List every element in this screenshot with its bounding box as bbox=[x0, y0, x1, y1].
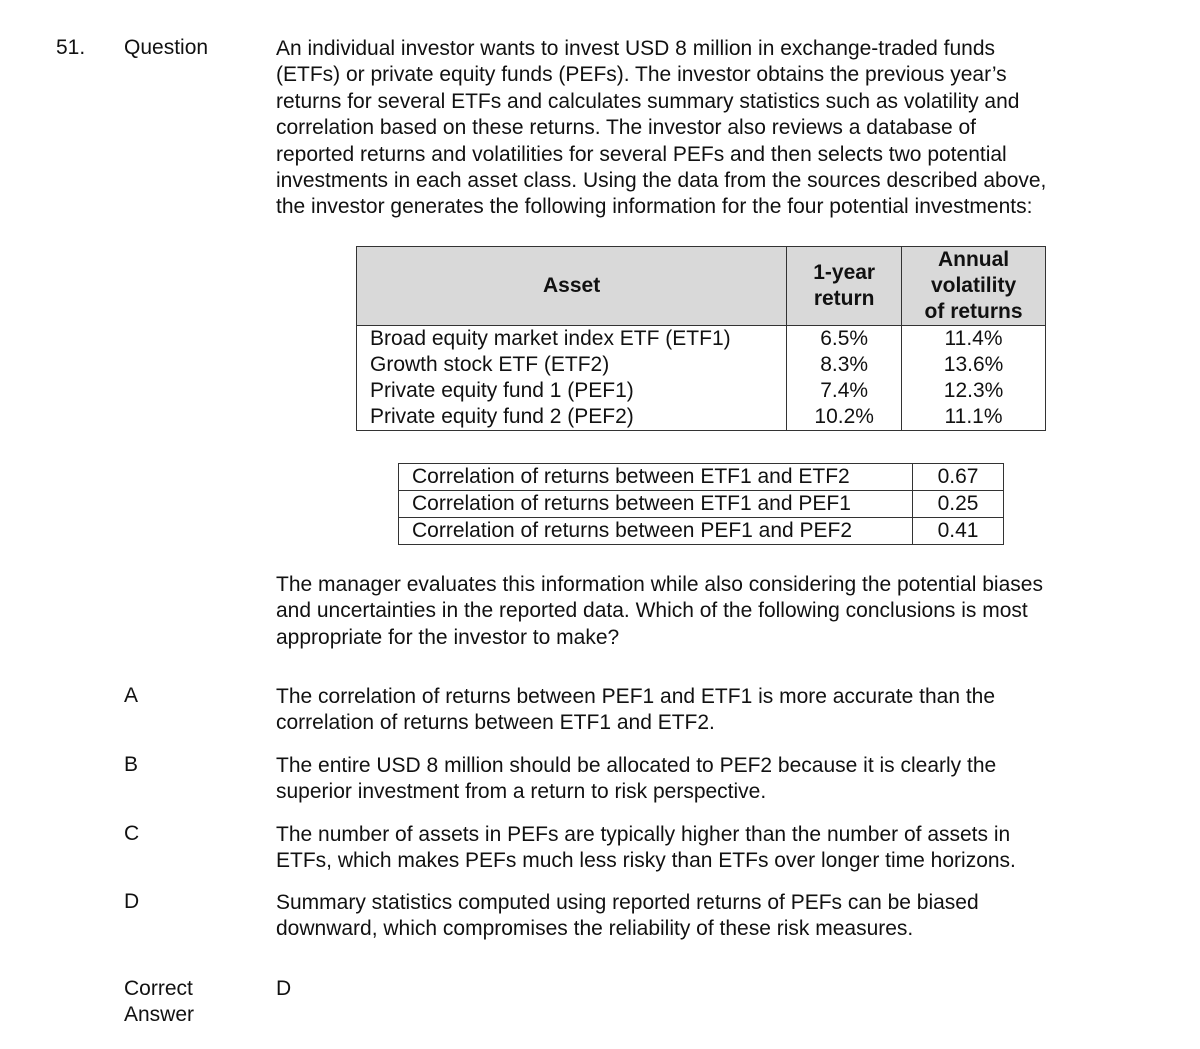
correct-answer-value: D bbox=[276, 977, 292, 1000]
asset-name: Private equity fund 2 (PEF2) bbox=[357, 404, 787, 431]
question-number: 51. bbox=[56, 36, 86, 59]
question-label: Question bbox=[124, 36, 209, 59]
header-volatility: Annual volatility of returns bbox=[902, 247, 1046, 326]
asset-name: Private equity fund 1 (PEF1) bbox=[357, 378, 787, 404]
header-return: 1-year return bbox=[787, 247, 902, 326]
asset-return: 10.2% bbox=[787, 404, 902, 431]
table-row bbox=[399, 464, 1004, 491]
asset-volatility: 11.1% bbox=[902, 404, 1046, 431]
correlation-label: Correlation of returns between ETF1 and PEF1 bbox=[399, 491, 913, 518]
correlation-value: 0.67 bbox=[913, 464, 1004, 491]
header-asset: Asset bbox=[357, 247, 787, 326]
option-b-text: The entire USD 8 million should be allocated to PEF2 because it is clearly the superior investment from a return to risk perspective. bbox=[276, 754, 997, 804]
option-c-text: The number of assets in PEFs are typically higher than the number of assets in ETFs, which makes PEFs much less risky than ETFs over longer time horizons. bbox=[276, 823, 1016, 873]
option-c-letter: C bbox=[124, 822, 140, 845]
table-row bbox=[399, 518, 1004, 545]
option-d-text: Summary statistics computed using reported returns of PEFs can be biased downward, which compromises the reliability of these risk measures. bbox=[276, 891, 979, 941]
correlation-value: 0.41 bbox=[913, 518, 1004, 545]
table-row bbox=[399, 491, 1004, 518]
asset-volatility: 12.3% bbox=[902, 378, 1046, 404]
correct-answer-label: Correct Answer bbox=[124, 977, 195, 1027]
table-row bbox=[357, 352, 1046, 378]
asset-return: 8.3% bbox=[787, 352, 902, 378]
option-b-letter: B bbox=[124, 753, 139, 776]
asset-name: Growth stock ETF (ETF2) bbox=[357, 352, 787, 378]
asset-name: Broad equity market index ETF (ETF1) bbox=[357, 326, 787, 353]
asset-volatility: 13.6% bbox=[902, 352, 1046, 378]
table-row bbox=[357, 378, 1046, 404]
asset-table-header bbox=[357, 247, 1046, 326]
asset-return: 7.4% bbox=[787, 378, 902, 404]
correlation-label: Correlation of returns between ETF1 and ETF2 bbox=[399, 464, 913, 491]
asset-volatility: 11.4% bbox=[902, 326, 1046, 353]
asset-table bbox=[356, 246, 1046, 431]
asset-return: 6.5% bbox=[787, 326, 902, 353]
question-intro: An individual investor wants to invest USD 8 million in exchange-traded funds (ETFs) or private equity funds (PEFs). The investor obtains the previous year’s returns for several ETFs and calculates summary statistics such as volatility and correlation based on these returns. The investor also reviews a database of reported returns and volatilities for several PEFs and then selects two potential investments in each asset class. Using the data from the sources described above, the investor generates the following information for the four potential investments: bbox=[276, 37, 1047, 219]
table-row bbox=[357, 326, 1046, 353]
correlation-value: 0.25 bbox=[913, 491, 1004, 518]
table-row bbox=[357, 404, 1046, 431]
option-a-letter: A bbox=[124, 684, 139, 707]
correlation-label: Correlation of returns between PEF1 and PEF2 bbox=[399, 518, 913, 545]
question-prompt: The manager evaluates this information while also considering the potential biases and uncertainties in the reported data. Which of the following conclusions is most appropriate for the investor to make? bbox=[276, 573, 1043, 649]
option-a-text: The correlation of returns between PEF1 and ETF1 is more accurate than the correlation of returns between ETF1 and ETF2. bbox=[276, 685, 996, 735]
option-d-letter: D bbox=[124, 890, 140, 913]
correlation-table bbox=[398, 463, 1004, 545]
